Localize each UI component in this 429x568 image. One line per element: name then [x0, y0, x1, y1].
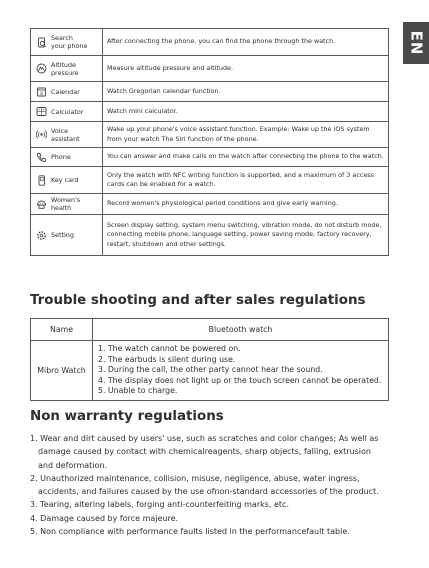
feature-row	[31, 194, 389, 215]
feature-name	[51, 196, 80, 212]
fault-item: 4. The display does not light up or the touch screen cannot be operated.	[98, 375, 382, 385]
feature-name	[51, 231, 74, 239]
non-warranty-item-continuation: and deformation.	[38, 460, 108, 470]
feature-description	[103, 194, 389, 215]
feature-name	[51, 108, 83, 116]
feature-description-line: restart, shutdown and other settings.	[107, 239, 227, 248]
non-warranty-item-line: 5. Non compliance with performance faults listed in the performancefault table.	[30, 527, 350, 537]
feature-name-cell	[31, 122, 103, 148]
feature-name-cell	[31, 56, 103, 82]
feature-name-line: health	[51, 204, 72, 212]
non-warranty-item	[30, 512, 400, 525]
fault-item: 5. Unable to charge.	[98, 386, 178, 396]
feature-description	[103, 82, 389, 102]
calculator-icon	[31, 106, 51, 117]
feature-name	[51, 34, 87, 50]
feature-row	[31, 167, 389, 194]
feature-name-line: Key card	[51, 176, 79, 184]
trouble-heading: Trouble shooting and after sales regulations	[30, 293, 366, 308]
feature-row	[31, 122, 389, 148]
feature-name-line: Voice	[51, 126, 69, 135]
feature-description	[103, 56, 389, 82]
non-warranty-item-line: 4. Damage caused by force majeure.	[30, 513, 179, 523]
settings-gear-icon	[31, 230, 51, 241]
feature-description-line: Only the watch with NFC writing function is supported, and a maximum of 3 access	[107, 170, 374, 179]
non-warranty-list	[30, 432, 400, 538]
feature-name-line: Setting	[51, 231, 74, 239]
feature-description	[103, 122, 389, 148]
phone-icon	[31, 152, 51, 163]
non-warranty-item	[30, 432, 400, 472]
feature-description-line: cards can be enabled for a watch.	[107, 180, 216, 188]
feature-name	[51, 153, 71, 161]
non-warranty-item-continuation: damage caused by contact with chemicalreagents, sharp objects, falling, extrusion	[38, 447, 371, 457]
feature-description-line: Watch mini calculator.	[107, 106, 178, 115]
non-warranty-item	[30, 498, 400, 511]
non-warranty-item	[30, 472, 400, 499]
feature-description-line: Screen display setting, system menu switching, vibration mode, do not disturb mode,	[107, 220, 382, 229]
feature-name-line: Altitude	[51, 60, 76, 69]
fault-item: 1. The watch cannot be powered on.	[98, 344, 241, 354]
non-warranty-item-continuation: accidents, and failures caused by the use ofnon-standard accessories of the product.	[38, 487, 379, 497]
feature-description-line: Wake up your phone's voice assistant function. Example: Wake up the iOS system	[107, 125, 370, 133]
feature-description	[103, 167, 389, 194]
voice-assistant-icon	[31, 129, 51, 140]
feature-description-line: Measure altitude pressure and altitude.	[107, 63, 233, 72]
feature-row	[31, 56, 389, 82]
women-health-icon	[31, 199, 51, 210]
non-warranty-heading: Non warranty regulations	[30, 409, 224, 424]
feature-row	[31, 215, 389, 256]
trouble-col-bluetooth: Bluetooth watch	[93, 319, 389, 341]
feature-description	[103, 148, 389, 167]
feature-name-cell	[31, 102, 103, 122]
feature-name-line: pressure	[51, 68, 79, 77]
trouble-row-name: Mibro Watch	[31, 341, 93, 401]
non-warranty-item-line: 1. Wear and dirt caused by users' use, such as scratches and color changes; As well as	[30, 434, 379, 443]
feature-description-line: from your watch The Siri function of the phone.	[107, 134, 259, 143]
feature-name-cell	[31, 82, 103, 102]
svg-text:8: 8	[39, 90, 43, 96]
trouble-col-name: Name	[31, 319, 93, 341]
feature-name-line: Calendar	[51, 87, 80, 96]
feature-row	[31, 102, 389, 122]
feature-description-line: You can answer and make calls on the watch after connecting the phone to the watch.	[107, 152, 384, 161]
feature-name-cell	[31, 215, 103, 256]
key-card-icon	[31, 175, 51, 186]
feature-name-line: Search	[51, 34, 73, 42]
feature-row	[31, 29, 389, 56]
feature-description-line: connecting mobile phone, language setting, power saving mode, factory recovery,	[107, 230, 372, 239]
feature-name	[51, 127, 80, 143]
language-tab	[403, 22, 429, 64]
search-phone-icon	[31, 37, 51, 48]
feature-name-line: assistant	[51, 134, 80, 143]
feature-name-line: your phone	[51, 42, 88, 50]
feature-name-line: Women's	[51, 196, 81, 204]
feature-name-cell	[31, 167, 103, 194]
feature-table	[30, 28, 389, 256]
calendar-icon	[31, 86, 51, 97]
feature-name-cell	[31, 148, 103, 167]
feature-name	[51, 176, 79, 184]
feature-description-line: After connecting the phone, you can find the phone through the watch.	[107, 37, 336, 46]
feature-name-line: Calculator	[51, 107, 84, 116]
feature-description	[103, 29, 389, 56]
feature-name-cell	[31, 194, 103, 215]
trouble-fault-list	[93, 341, 389, 401]
feature-description-line: Record women's physiological period conditions and give early warning.	[107, 199, 338, 208]
feature-description-line: Watch Gregorian calendar function.	[107, 86, 221, 95]
feature-name	[51, 88, 80, 96]
fault-item: 2. The earbuds is silent during use.	[98, 354, 236, 364]
feature-name-line: Phone	[51, 153, 71, 161]
altitude-icon	[31, 63, 51, 74]
non-warranty-item	[30, 525, 400, 538]
feature-name	[51, 61, 79, 77]
trouble-table	[30, 318, 389, 401]
fault-item: 3. During the call, the other party cannot hear the sound.	[98, 365, 323, 375]
non-warranty-item-line: 2. Unauthorized maintenance, collision, misuse, negligence, abuse, water ingress,	[30, 473, 360, 483]
non-warranty-item-line: 3. Tearing, altering labels, forging anti-counterfeiting marks, etc.	[30, 500, 289, 510]
language-tab-label: EN	[407, 30, 425, 56]
feature-name-cell	[31, 29, 103, 56]
feature-row	[31, 148, 389, 167]
feature-description	[103, 215, 389, 256]
feature-row	[31, 82, 389, 102]
feature-description	[103, 102, 389, 122]
